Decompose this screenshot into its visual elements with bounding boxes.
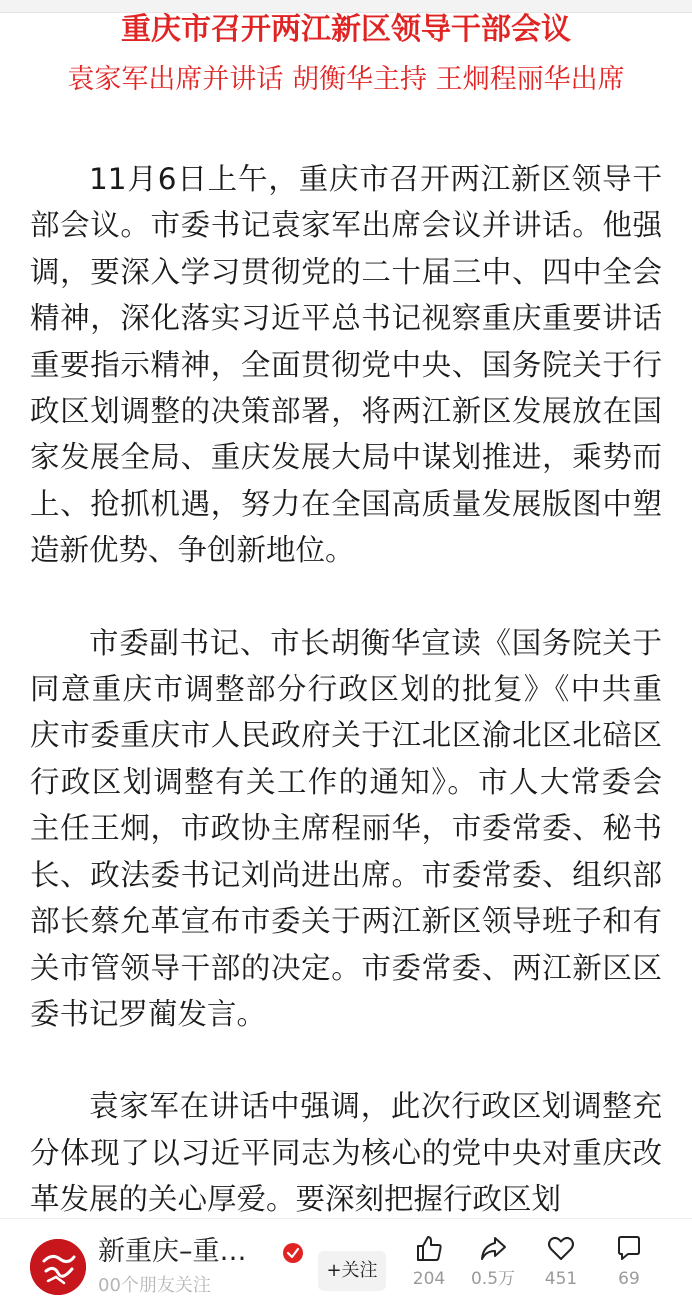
follow-button[interactable]: +关注 [318, 1251, 386, 1291]
comment-icon [614, 1233, 644, 1263]
article-body [30, 156, 662, 1269]
share-count: 0.5万 [470, 1269, 516, 1289]
like-count: 204 [412, 1269, 446, 1289]
article-paragraph: 11月6日上午，重庆市召开两江新区领导干部会议。市委书记袁家军出席会议并讲话。他强调，要深入学习贯彻党的二十届三中、四中全会精神，深化落实习近平总书记视察重庆重要讲话重要指示精神，全面贯彻党中央、国务院关于行政区划调整的决策部署，将两江新区发展放在国家发展全局、重庆发展大局中谋划推进，乘势而上、抢抓机遇，努力在全国高质量发展版图中塑造新优势、争创新地位。 [30, 162, 662, 568]
thumbs-up-icon [414, 1233, 444, 1263]
article-paragraph: 袁家军在讲话中强调，此次行政区划调整充分体现了以习近平同志为核心的党中央对重庆改革发展的关心厚爱。要深刻把握行政区划 [30, 1089, 662, 1217]
comment-count: 69 [618, 1269, 640, 1289]
heart-icon [546, 1233, 576, 1263]
share-icon [478, 1233, 508, 1263]
like-button[interactable] [404, 1233, 454, 1289]
favorite-count: 451 [544, 1269, 578, 1289]
article-title: 重庆市召开两江新区领导干部会议 [121, 12, 571, 47]
account-followers: 00个朋友关注 [98, 1275, 211, 1296]
comment-button[interactable] [604, 1233, 654, 1289]
share-button[interactable] [468, 1233, 518, 1289]
newspaper-logo-icon [30, 1239, 86, 1295]
article-subtitle: 袁家军出席并讲话 胡衡华主持 王炯程丽华出席 [67, 64, 625, 95]
bottom-action-bar [0, 1218, 692, 1296]
article-paragraph: 市委副书记、市长胡衡华宣读《国务院关于同意重庆市调整部分行政区划的批复》《中共重庆市委重庆市人民政府关于江北区渝北区北碚区行政区划调整有关工作的通知》。市人大常委会主任王炯，市政协主席程丽华，市委常委、秘书长、政法委书记刘尚进出席。市委常委、组织部部长蔡允革宣布市委关于两江新区领导班子和有关市管领导干部的决定。市委常委、两江新区区委书记罗蔺发言。 [30, 625, 662, 1031]
account-name[interactable]: 新重庆–重… [98, 1236, 247, 1267]
verified-icon [283, 1243, 303, 1263]
avatar[interactable] [30, 1239, 86, 1295]
favorite-button[interactable] [536, 1233, 586, 1289]
